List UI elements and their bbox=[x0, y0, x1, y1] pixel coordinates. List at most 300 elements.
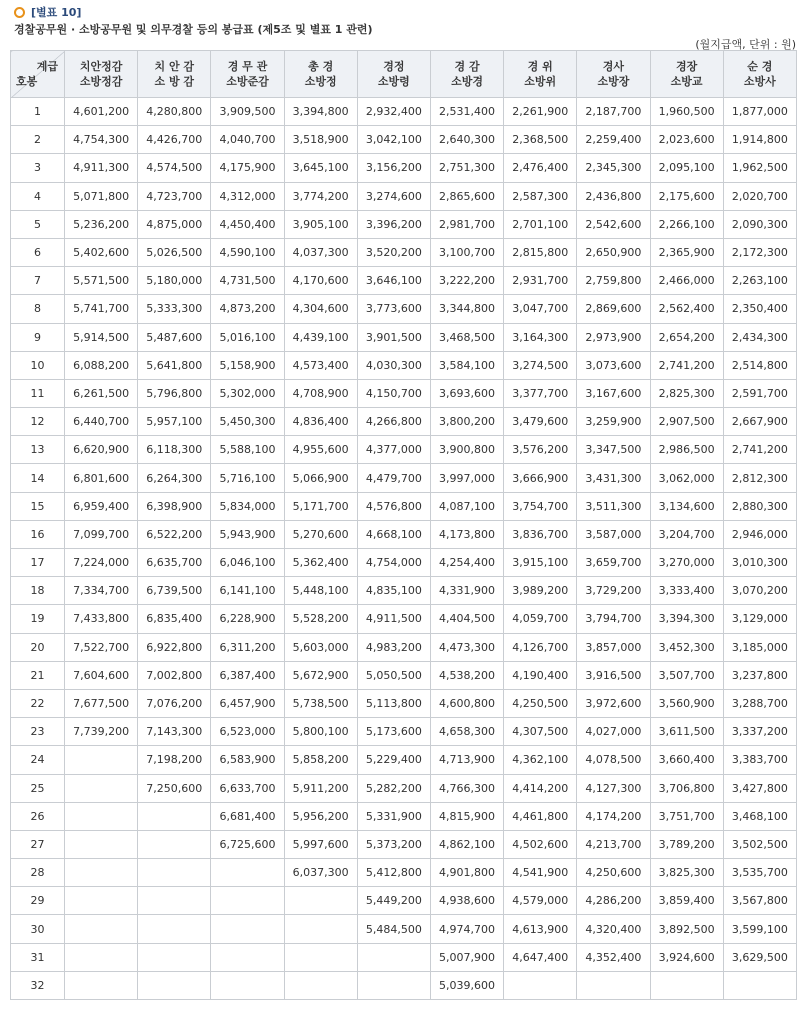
salary-cell: 3,660,400 bbox=[650, 746, 723, 774]
salary-cell: 4,713,900 bbox=[430, 746, 503, 774]
table-row bbox=[11, 408, 797, 436]
step-cell: 2 bbox=[11, 126, 65, 154]
table-row bbox=[11, 549, 797, 577]
salary-cell: 2,654,200 bbox=[650, 323, 723, 351]
salary-cell: 3,237,800 bbox=[723, 661, 796, 689]
salary-cell: 4,175,900 bbox=[211, 154, 284, 182]
step-cell: 29 bbox=[11, 887, 65, 915]
rank-police-label: 경정 bbox=[383, 60, 405, 73]
salary-cell: 6,457,900 bbox=[211, 689, 284, 717]
salary-cell bbox=[211, 859, 284, 887]
table-row bbox=[11, 238, 797, 266]
salary-cell: 1,914,800 bbox=[723, 126, 796, 154]
salary-cell: 6,725,600 bbox=[211, 830, 284, 858]
table-row bbox=[11, 464, 797, 492]
salary-cell: 2,869,600 bbox=[577, 295, 650, 323]
annex-line bbox=[14, 5, 373, 19]
salary-cell: 7,677,500 bbox=[65, 689, 138, 717]
salary-cell: 3,511,300 bbox=[577, 492, 650, 520]
table-row bbox=[11, 351, 797, 379]
salary-cell: 3,042,100 bbox=[357, 126, 430, 154]
salary-cell bbox=[577, 971, 650, 999]
rank-fire-label: 소방준감 bbox=[226, 75, 269, 88]
table-row bbox=[11, 633, 797, 661]
salary-cell: 2,345,300 bbox=[577, 154, 650, 182]
salary-cell: 3,857,000 bbox=[577, 633, 650, 661]
salary-cell: 5,834,000 bbox=[211, 492, 284, 520]
rank-police-label: 치안정감 bbox=[79, 60, 123, 73]
rank-fire-label: 소방정 bbox=[304, 75, 337, 88]
salary-cell: 7,143,300 bbox=[138, 718, 211, 746]
step-cell: 14 bbox=[11, 464, 65, 492]
salary-cell: 3,479,600 bbox=[504, 408, 577, 436]
step-cell: 18 bbox=[11, 577, 65, 605]
salary-cell: 5,026,500 bbox=[138, 238, 211, 266]
salary-cell: 5,282,200 bbox=[357, 774, 430, 802]
salary-cell: 5,066,900 bbox=[284, 464, 357, 492]
salary-cell: 3,333,400 bbox=[650, 577, 723, 605]
salary-cell: 4,286,200 bbox=[577, 887, 650, 915]
salary-cell: 2,542,600 bbox=[577, 210, 650, 238]
salary-cell bbox=[284, 915, 357, 943]
salary-cell: 5,016,100 bbox=[211, 323, 284, 351]
salary-cell: 2,825,300 bbox=[650, 379, 723, 407]
salary-cell: 5,858,200 bbox=[284, 746, 357, 774]
salary-cell: 3,729,200 bbox=[577, 577, 650, 605]
salary-cell: 2,095,100 bbox=[650, 154, 723, 182]
salary-cell: 4,037,300 bbox=[284, 238, 357, 266]
salary-cell: 3,167,600 bbox=[577, 379, 650, 407]
salary-cell: 2,514,800 bbox=[723, 351, 796, 379]
salary-cell: 2,986,500 bbox=[650, 436, 723, 464]
salary-cell: 4,647,400 bbox=[504, 943, 577, 971]
salary-cell: 3,129,000 bbox=[723, 605, 796, 633]
salary-cell: 3,789,200 bbox=[650, 830, 723, 858]
salary-cell: 4,439,100 bbox=[284, 323, 357, 351]
salary-cell: 2,368,500 bbox=[504, 126, 577, 154]
salary-cell: 6,311,200 bbox=[211, 633, 284, 661]
salary-cell: 4,731,500 bbox=[211, 267, 284, 295]
salary-cell: 5,412,800 bbox=[357, 859, 430, 887]
salary-cell: 3,468,100 bbox=[723, 802, 796, 830]
salary-cell: 5,571,500 bbox=[65, 267, 138, 295]
table-row bbox=[11, 323, 797, 351]
salary-cell: 4,600,800 bbox=[430, 689, 503, 717]
salary-cell: 2,175,600 bbox=[650, 182, 723, 210]
salary-cell: 6,261,500 bbox=[65, 379, 138, 407]
salary-cell: 3,611,500 bbox=[650, 718, 723, 746]
step-cell: 1 bbox=[11, 98, 65, 126]
salary-cell: 1,962,500 bbox=[723, 154, 796, 182]
salary-cell: 3,915,100 bbox=[504, 549, 577, 577]
salary-cell: 4,754,000 bbox=[357, 549, 430, 577]
step-cell: 11 bbox=[11, 379, 65, 407]
salary-cell: 4,538,200 bbox=[430, 661, 503, 689]
salary-cell: 2,476,400 bbox=[504, 154, 577, 182]
corner-step-label: 호봉 bbox=[16, 75, 38, 88]
salary-cell: 2,640,300 bbox=[430, 126, 503, 154]
salary-cell: 2,261,900 bbox=[504, 98, 577, 126]
step-cell: 12 bbox=[11, 408, 65, 436]
salary-cell: 5,957,100 bbox=[138, 408, 211, 436]
salary-cell bbox=[65, 887, 138, 915]
salary-cell bbox=[504, 971, 577, 999]
table-row bbox=[11, 182, 797, 210]
corner-header-cell bbox=[11, 51, 65, 98]
salary-cell: 2,907,500 bbox=[650, 408, 723, 436]
salary-cell: 3,452,300 bbox=[650, 633, 723, 661]
salary-cell: 4,190,400 bbox=[504, 661, 577, 689]
salary-cell: 3,134,600 bbox=[650, 492, 723, 520]
salary-cell: 6,037,300 bbox=[284, 859, 357, 887]
salary-cell: 6,046,100 bbox=[211, 549, 284, 577]
salary-cell bbox=[138, 915, 211, 943]
salary-cell bbox=[138, 802, 211, 830]
salary-cell: 5,158,900 bbox=[211, 351, 284, 379]
salary-cell: 2,562,400 bbox=[650, 295, 723, 323]
step-cell: 8 bbox=[11, 295, 65, 323]
salary-cell: 4,352,400 bbox=[577, 943, 650, 971]
salary-cell bbox=[65, 774, 138, 802]
salary-cell: 3,259,900 bbox=[577, 408, 650, 436]
salary-cell bbox=[138, 887, 211, 915]
salary-cell: 6,583,900 bbox=[211, 746, 284, 774]
table-row bbox=[11, 154, 797, 182]
salary-cell bbox=[211, 915, 284, 943]
salary-cell bbox=[65, 830, 138, 858]
salary-cell: 3,468,500 bbox=[430, 323, 503, 351]
rank-fire-label: 소방위 bbox=[524, 75, 557, 88]
salary-cell: 4,668,100 bbox=[357, 520, 430, 548]
salary-cell: 4,362,100 bbox=[504, 746, 577, 774]
salary-cell: 4,312,000 bbox=[211, 182, 284, 210]
rank-police-label: 경 감 bbox=[454, 60, 480, 73]
orange-circle-bullet-icon bbox=[14, 7, 25, 18]
salary-cell: 2,531,400 bbox=[430, 98, 503, 126]
step-cell: 23 bbox=[11, 718, 65, 746]
salary-cell: 4,250,600 bbox=[577, 859, 650, 887]
salary-cell: 3,070,200 bbox=[723, 577, 796, 605]
salary-cell: 4,766,300 bbox=[430, 774, 503, 802]
salary-cell: 4,170,600 bbox=[284, 267, 357, 295]
salary-cell: 3,645,100 bbox=[284, 154, 357, 182]
salary-cell: 6,141,100 bbox=[211, 577, 284, 605]
table-row bbox=[11, 436, 797, 464]
salary-cell: 4,250,500 bbox=[504, 689, 577, 717]
rank-fire-label: 소방경 bbox=[451, 75, 483, 88]
salary-cell: 3,706,800 bbox=[650, 774, 723, 802]
salary-cell: 3,535,700 bbox=[723, 859, 796, 887]
salary-cell: 5,331,900 bbox=[357, 802, 430, 830]
salary-cell: 6,228,900 bbox=[211, 605, 284, 633]
salary-cell bbox=[138, 971, 211, 999]
salary-cell: 5,302,000 bbox=[211, 379, 284, 407]
salary-cell: 2,667,900 bbox=[723, 408, 796, 436]
salary-cell: 1,877,000 bbox=[723, 98, 796, 126]
salary-cell: 6,398,900 bbox=[138, 492, 211, 520]
salary-cell: 3,100,700 bbox=[430, 238, 503, 266]
rank-header-cell bbox=[650, 51, 723, 98]
rank-fire-label: 소방령 bbox=[377, 75, 410, 88]
salary-cell: 3,773,600 bbox=[357, 295, 430, 323]
salary-cell: 4,875,000 bbox=[138, 210, 211, 238]
salary-cell: 3,270,000 bbox=[650, 549, 723, 577]
rank-header-cell bbox=[65, 51, 138, 98]
corner-rank-label: 계급 bbox=[36, 60, 58, 73]
salary-cell: 7,604,600 bbox=[65, 661, 138, 689]
table-row bbox=[11, 605, 797, 633]
salary-cell: 3,394,300 bbox=[650, 605, 723, 633]
rank-police-label: 총 경 bbox=[308, 60, 334, 73]
salary-cell: 1,960,500 bbox=[650, 98, 723, 126]
step-cell: 15 bbox=[11, 492, 65, 520]
rank-header-cell bbox=[211, 51, 284, 98]
salary-cell: 3,344,800 bbox=[430, 295, 503, 323]
salary-cell bbox=[284, 943, 357, 971]
salary-cell: 5,450,300 bbox=[211, 408, 284, 436]
step-cell: 20 bbox=[11, 633, 65, 661]
salary-cell: 4,974,700 bbox=[430, 915, 503, 943]
salary-cell: 5,050,500 bbox=[357, 661, 430, 689]
salary-cell: 4,955,600 bbox=[284, 436, 357, 464]
salary-cell: 4,059,700 bbox=[504, 605, 577, 633]
salary-cell: 5,236,200 bbox=[65, 210, 138, 238]
salary-cell: 3,567,800 bbox=[723, 887, 796, 915]
salary-cell: 3,587,000 bbox=[577, 520, 650, 548]
salary-cell bbox=[211, 887, 284, 915]
document-header bbox=[14, 5, 373, 36]
salary-cell: 7,224,000 bbox=[65, 549, 138, 577]
table-row bbox=[11, 746, 797, 774]
salary-cell bbox=[65, 859, 138, 887]
step-cell: 4 bbox=[11, 182, 65, 210]
salary-cell: 2,650,900 bbox=[577, 238, 650, 266]
salary-cell: 3,909,500 bbox=[211, 98, 284, 126]
salary-cell: 2,880,300 bbox=[723, 492, 796, 520]
step-cell: 5 bbox=[11, 210, 65, 238]
salary-cell: 3,659,700 bbox=[577, 549, 650, 577]
salary-cell: 4,377,000 bbox=[357, 436, 430, 464]
table-row bbox=[11, 943, 797, 971]
salary-cell bbox=[211, 971, 284, 999]
salary-cell: 5,373,200 bbox=[357, 830, 430, 858]
salary-cell: 6,522,200 bbox=[138, 520, 211, 548]
salary-cell bbox=[357, 971, 430, 999]
salary-cell: 4,078,500 bbox=[577, 746, 650, 774]
salary-cell: 2,865,600 bbox=[430, 182, 503, 210]
salary-cell: 6,801,600 bbox=[65, 464, 138, 492]
salary-cell: 7,076,200 bbox=[138, 689, 211, 717]
annex-label: [별표 10] bbox=[31, 6, 82, 19]
salary-cell: 4,658,300 bbox=[430, 718, 503, 746]
step-cell: 27 bbox=[11, 830, 65, 858]
salary-cell: 6,959,400 bbox=[65, 492, 138, 520]
salary-cell: 5,603,000 bbox=[284, 633, 357, 661]
salary-cell: 5,738,500 bbox=[284, 689, 357, 717]
salary-cell: 4,938,600 bbox=[430, 887, 503, 915]
step-cell: 32 bbox=[11, 971, 65, 999]
salary-cell: 4,573,400 bbox=[284, 351, 357, 379]
step-cell: 22 bbox=[11, 689, 65, 717]
salary-cell: 3,901,500 bbox=[357, 323, 430, 351]
salary-cell: 5,911,200 bbox=[284, 774, 357, 802]
salary-cell: 5,997,600 bbox=[284, 830, 357, 858]
rank-fire-label: 소방장 bbox=[597, 75, 630, 88]
salary-cell: 5,071,800 bbox=[65, 182, 138, 210]
salary-cell: 2,020,700 bbox=[723, 182, 796, 210]
salary-cell: 2,946,000 bbox=[723, 520, 796, 548]
salary-cell: 4,815,900 bbox=[430, 802, 503, 830]
salary-cell: 4,911,500 bbox=[357, 605, 430, 633]
salary-cell: 4,613,900 bbox=[504, 915, 577, 943]
salary-cell: 4,754,300 bbox=[65, 126, 138, 154]
salary-cell: 5,449,200 bbox=[357, 887, 430, 915]
salary-cell: 3,507,700 bbox=[650, 661, 723, 689]
salary-cell bbox=[723, 971, 796, 999]
salary-cell: 5,796,800 bbox=[138, 379, 211, 407]
salary-cell: 5,229,400 bbox=[357, 746, 430, 774]
salary-cell: 3,337,200 bbox=[723, 718, 796, 746]
salary-cell: 3,431,300 bbox=[577, 464, 650, 492]
salary-cell: 2,187,700 bbox=[577, 98, 650, 126]
salary-cell: 7,739,200 bbox=[65, 718, 138, 746]
salary-cell: 4,307,500 bbox=[504, 718, 577, 746]
salary-cell: 3,825,300 bbox=[650, 859, 723, 887]
salary-cell bbox=[650, 971, 723, 999]
salary-cell: 3,666,900 bbox=[504, 464, 577, 492]
rank-header-cell bbox=[577, 51, 650, 98]
salary-cell: 3,383,700 bbox=[723, 746, 796, 774]
salary-cell: 3,836,700 bbox=[504, 520, 577, 548]
table-row bbox=[11, 379, 797, 407]
salary-cell: 6,681,400 bbox=[211, 802, 284, 830]
salary-cell: 4,723,700 bbox=[138, 182, 211, 210]
table-row bbox=[11, 689, 797, 717]
salary-cell: 6,387,400 bbox=[211, 661, 284, 689]
salary-cell: 3,047,700 bbox=[504, 295, 577, 323]
salary-cell: 4,331,900 bbox=[430, 577, 503, 605]
table-row bbox=[11, 830, 797, 858]
step-cell: 26 bbox=[11, 802, 65, 830]
step-cell: 19 bbox=[11, 605, 65, 633]
salary-cell: 4,126,700 bbox=[504, 633, 577, 661]
salary-cell bbox=[284, 971, 357, 999]
table-row bbox=[11, 520, 797, 548]
salary-cell: 2,263,100 bbox=[723, 267, 796, 295]
salary-cell: 3,989,200 bbox=[504, 577, 577, 605]
step-cell: 13 bbox=[11, 436, 65, 464]
table-row bbox=[11, 126, 797, 154]
salary-cell: 5,270,600 bbox=[284, 520, 357, 548]
salary-cell: 4,150,700 bbox=[357, 379, 430, 407]
salary-cell: 3,518,900 bbox=[284, 126, 357, 154]
step-cell: 28 bbox=[11, 859, 65, 887]
rank-police-label: 경사 bbox=[602, 60, 625, 73]
salary-cell: 5,402,600 bbox=[65, 238, 138, 266]
salary-cell bbox=[65, 915, 138, 943]
salary-cell: 4,280,800 bbox=[138, 98, 211, 126]
salary-cell: 3,905,100 bbox=[284, 210, 357, 238]
salary-cell: 6,922,800 bbox=[138, 633, 211, 661]
step-cell: 30 bbox=[11, 915, 65, 943]
salary-cell bbox=[357, 943, 430, 971]
salary-cell: 2,172,300 bbox=[723, 238, 796, 266]
salary-cell: 7,433,800 bbox=[65, 605, 138, 633]
salary-cell: 4,708,900 bbox=[284, 379, 357, 407]
salary-cell: 3,164,300 bbox=[504, 323, 577, 351]
table-row bbox=[11, 859, 797, 887]
salary-cell: 6,739,500 bbox=[138, 577, 211, 605]
table-row bbox=[11, 915, 797, 943]
salary-cell: 4,836,400 bbox=[284, 408, 357, 436]
salary-cell: 2,466,000 bbox=[650, 267, 723, 295]
salary-cell bbox=[65, 943, 138, 971]
salary-cell: 4,901,800 bbox=[430, 859, 503, 887]
salary-cell: 3,916,500 bbox=[577, 661, 650, 689]
salary-cell: 4,040,700 bbox=[211, 126, 284, 154]
table-row bbox=[11, 577, 797, 605]
salary-cell: 5,914,500 bbox=[65, 323, 138, 351]
salary-cell: 3,156,200 bbox=[357, 154, 430, 182]
rank-fire-label: 소방사 bbox=[743, 75, 776, 88]
salary-cell: 4,574,500 bbox=[138, 154, 211, 182]
table-row bbox=[11, 267, 797, 295]
salary-cell: 4,579,000 bbox=[504, 887, 577, 915]
salary-cell: 2,973,900 bbox=[577, 323, 650, 351]
salary-cell: 2,701,100 bbox=[504, 210, 577, 238]
salary-cell: 2,023,600 bbox=[650, 126, 723, 154]
salary-cell: 6,835,400 bbox=[138, 605, 211, 633]
table-row bbox=[11, 661, 797, 689]
salary-cell: 5,800,100 bbox=[284, 718, 357, 746]
salary-cell: 4,601,200 bbox=[65, 98, 138, 126]
rank-fire-label: 소 방 감 bbox=[154, 75, 195, 88]
salary-table bbox=[10, 50, 797, 1000]
step-cell: 31 bbox=[11, 943, 65, 971]
table-row bbox=[11, 492, 797, 520]
salary-cell: 5,448,100 bbox=[284, 577, 357, 605]
salary-cell: 4,087,100 bbox=[430, 492, 503, 520]
salary-cell: 4,862,100 bbox=[430, 830, 503, 858]
salary-cell: 4,127,300 bbox=[577, 774, 650, 802]
salary-cell: 3,599,100 bbox=[723, 915, 796, 943]
rank-fire-label: 소방교 bbox=[670, 75, 703, 88]
salary-cell: 2,350,400 bbox=[723, 295, 796, 323]
salary-cell: 4,911,300 bbox=[65, 154, 138, 182]
salary-cell: 3,693,600 bbox=[430, 379, 503, 407]
salary-cell: 5,641,800 bbox=[138, 351, 211, 379]
salary-cell bbox=[65, 971, 138, 999]
step-cell: 21 bbox=[11, 661, 65, 689]
salary-cell: 4,502,600 bbox=[504, 830, 577, 858]
salary-cell: 4,404,500 bbox=[430, 605, 503, 633]
salary-cell: 7,002,800 bbox=[138, 661, 211, 689]
step-cell: 7 bbox=[11, 267, 65, 295]
salary-cell: 6,264,300 bbox=[138, 464, 211, 492]
salary-cell bbox=[284, 887, 357, 915]
rank-fire-label: 소방정감 bbox=[79, 75, 123, 88]
rank-header-cell bbox=[138, 51, 211, 98]
salary-cell: 4,576,800 bbox=[357, 492, 430, 520]
salary-cell: 2,434,300 bbox=[723, 323, 796, 351]
salary-cell: 2,759,800 bbox=[577, 267, 650, 295]
table-row bbox=[11, 887, 797, 915]
salary-cell: 6,635,700 bbox=[138, 549, 211, 577]
salary-cell bbox=[138, 943, 211, 971]
rank-header-cell bbox=[723, 51, 796, 98]
rank-header-cell bbox=[357, 51, 430, 98]
salary-cell: 5,528,200 bbox=[284, 605, 357, 633]
